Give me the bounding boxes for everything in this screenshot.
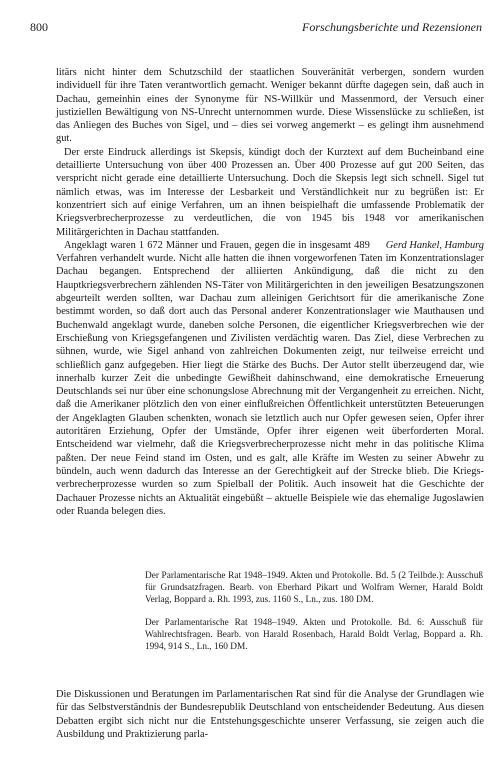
- book-citation: Der Parlamentarische Rat 1948–1949. Akten und Protokolle. Bd. 6: Ausschuß für Wahlrechtsfragen. Bearb. von Harald Rosenbach, Harald Boldt Verlag, Boppard a. Rh. 1994, 914 S., Ln., 160 DM.: [145, 617, 483, 653]
- page-header: [30, 20, 482, 36]
- review-paragraph: [56, 239, 484, 518]
- reviewer-signature: Gerd Hankel, Hamburg: [385, 239, 484, 251]
- next-review-body: [56, 688, 484, 741]
- next-review-paragraph: Die Diskussionen und Beratungen im Parlamentarischen Rat sind für die Analyse der Grundlagen wie für das Selbstverständnis der Bundesrepublik Deutschland von entscheidender Bedeutung. Aus diesen Debatten ergibt sich nicht nur die Entstehungsgeschichte unserer Verfassung, sie zeigen auch die Ausbildung und Praktizierung parla-: [56, 689, 484, 740]
- page-number: 800: [30, 20, 48, 34]
- review-paragraph: Der erste Eindruck allerdings ist Skepsis, kündigt doch der Kurztext auf dem Bucheinband eine detaillierte Untersuchung von über 400 Prozessen an. Über 400 Prozesse auf gut 200 Seiten, das verspricht nicht gerade eine detaillierte Untersuchung. Doch die Skepsis legt sich schnell. Sigel tut nämlich etwas, was im Interesse der Lesbarkeit und Verständlichkeit nur zu begrüßen ist: Er konzentriert sich auf einige Verfahren, um an ihnen beispielhaft die umfassende Problematik der Kriegsverbrecherprozesse zu verdeutlichen, die von 1945 bis 1948 vor amerikanischen Militärgerichten in Dachau stattfanden.: [56, 146, 484, 238]
- reviewed-books-list: [145, 570, 483, 663]
- review-body: [56, 66, 484, 518]
- running-title: Forschungsberichte und Rezensionen: [302, 20, 482, 34]
- review-paragraph: litärs nicht hinter dem Schutzschild der staatlichen Souveränität verbergen, sondern wurden individuell für ihre Taten verantwortlich gemacht. Weniger bekannt dürfte dagegen sein, daß auch in Dachau, gemeinhin eines der Synonyme für NS-Willkür und Massenmord, der Versuch einer justiziellen Bewältigung von NS-Unrecht unternommen wurde. Diese Wissenslücke zu schließen, ist das Anliegen des Buches von Sigel, und – dies sei vorweg angemerkt – es gelingt ihm ausnehmend gut.: [56, 67, 484, 145]
- book-citation: Der Parlamentarische Rat 1948–1949. Akten und Protokolle. Bd. 5 (2 Teilbde.): Ausschuß für Grundsatzfragen. Bearb. von Eberhard Pikart und Wolfram Werner, Harald Boldt Verlag, Boppard a. Rh. 1993, zus. 1160 S., Ln., zus. 180 DM.: [145, 571, 483, 606]
- review-paragraph-text: Angeklagt waren 1 672 Männer und Frauen, gegen die in insgesamt 489 Verfahren verhandelt wurde. Nicht alle hatten die ihnen vorgeworfenen Taten im Konzentrationslager Dachau begangen. Entsprechend der alliierten Ankündigung, daß die nicht zu den Hauptkriegsverbrechern zählenden NS-Täter von Militärgerichten in den jeweiligen Besatzungszonen abgeurteilt werden sollten, war Dachau zum alleinigen Gerichtsort für die amerikanische Zone bestimmt worden, so daß dort auch das Personal anderer Konzentrationslager wie Mauthausen und Buchenwald angeklagt wurde, daneben solche Personen, die eigentlicher Kriegsverbrechen wie der Erschießung von Kriegsgefangenen und Zivilisten verdächtig waren. Das Ziel, diese Verbrechen zu sühnen, wurde, wie Sigel anhand von zahlreichen Dokumenten zeigt, nur teilweise erreicht und schließlich ganz aufgegeben. Hier liegt die Stärke des Buchs. Der Autor stellt überzeugend dar, wie innerhalb kurzer Zeit die unbedingte Gewißheit dahinschwand, eine demokratische Erneuerung Deutschlands sei nur über eine schonungslose Abrechnung mit der Vergangenheit zu erreichen. Nicht, daß die Amerikaner plötzlich den von einer einflußreichen Öffentlichkeit unterstützten Beteuerungen der Angeklagten Glauben schenkten, wonach sie letztlich auch nur Opfer gewesen seien, Opfer ihrer autoritären Erziehung, Opfer der Umstände, Opfer ihrer eigenen weit überforderten Moral. Entscheidend war vielmehr, daß die Kriegsverbrecherprozesse nicht mehr in das politische Klima paßten. Der neue Feind stand im Osten, und es galt, alle Kräfte im Westen zu seiner Abwehr zu bündeln, auch wenn dadurch das Interesse an der Gerechtigkeit auf der Strecke blieb. Die Kriegsverbrecherprozesse wurden so zum Spielball der Politik. Auch insoweit hat die Geschichte der Dachauer Prozesse nichts an Aktualität eingebüßt – aktuelle Beispiele wie das ehemalige Jugoslawien oder Ruanda belegen dies.: [56, 239, 484, 517]
